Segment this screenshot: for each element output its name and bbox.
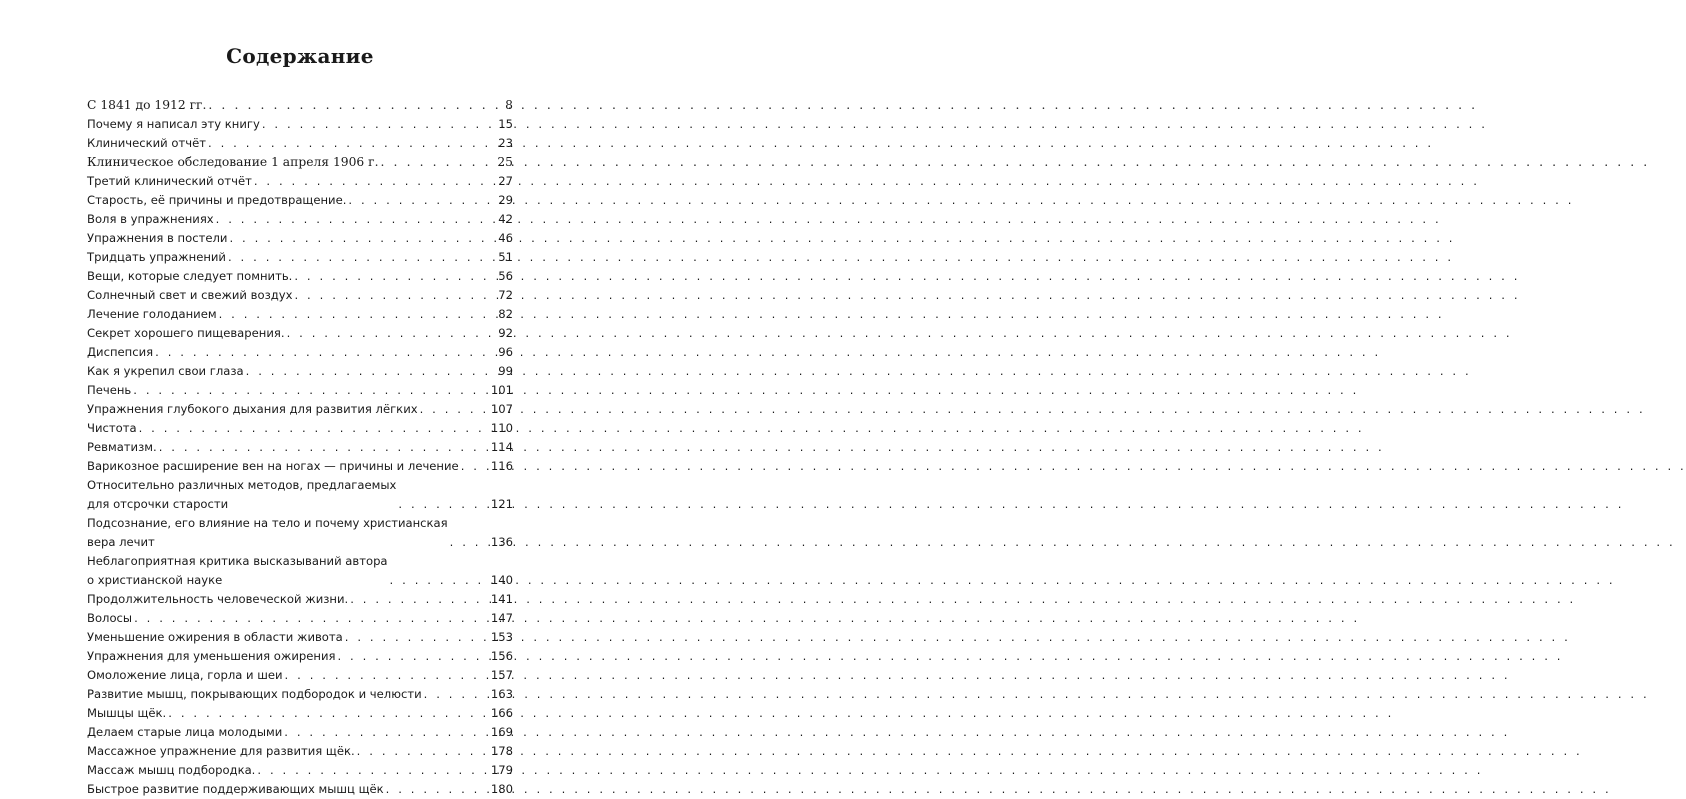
dot-leader	[450, 533, 488, 552]
dot-leader	[246, 362, 496, 381]
toc-entry	[87, 248, 513, 267]
toc-entry	[87, 628, 513, 647]
dot-leader	[159, 438, 488, 457]
toc-entry-page-number: 107	[490, 402, 513, 416]
toc-entry-page-number: 166	[490, 706, 513, 720]
dot-leader	[134, 609, 488, 628]
toc-entry	[87, 780, 513, 799]
dot-leader	[345, 628, 488, 647]
toc-entry	[87, 666, 513, 685]
toc-entry-page-number: 121	[490, 497, 513, 511]
toc-entry-title: Старость, её причины и предотвращение.	[87, 193, 347, 207]
dot-leader	[228, 248, 495, 267]
toc-entry-page-number: 25	[497, 155, 513, 169]
toc-entry-page-number: 56	[498, 269, 513, 283]
dot-leader	[254, 172, 495, 191]
toc-entry-page-number: 96	[498, 345, 513, 359]
dot-leader	[216, 210, 496, 229]
toc-entry-title-line: Неблагоприятная критика высказываний автора	[87, 554, 388, 568]
toc-entry	[87, 438, 513, 457]
toc-entry-title: Упражнения для уменьшения ожирения	[87, 649, 336, 663]
toc-entry	[87, 761, 513, 780]
dot-leader	[229, 229, 495, 248]
toc-entry-page-number: 153	[490, 630, 513, 644]
toc-entry	[87, 210, 513, 229]
dot-leader	[208, 96, 502, 115]
toc-entry	[87, 609, 513, 628]
toc-entry-title: Печень	[87, 383, 132, 397]
dot-leader	[424, 685, 488, 704]
toc-entry-page-number: 72	[498, 288, 513, 302]
dot-leader	[357, 742, 488, 761]
toc-entry-title	[87, 514, 448, 552]
toc-entry-page-number: 169	[490, 725, 513, 739]
page-title: Содержание	[226, 44, 374, 68]
toc-entry-page-number: 136	[490, 535, 513, 549]
toc-entry-page-number: 140	[490, 573, 513, 587]
toc-entry	[87, 343, 513, 362]
toc-entry-title-line: Подсознание, его влияние на тело и почему христианская	[87, 516, 448, 530]
dot-leader	[294, 286, 495, 305]
toc-entry-title: Тридцать упражнений	[87, 250, 226, 264]
dot-leader	[208, 134, 495, 153]
dot-leader	[390, 571, 488, 590]
toc-entry-title	[87, 476, 396, 514]
toc-entry	[87, 267, 513, 286]
toc-entry-title	[87, 552, 388, 590]
toc-entry-page-number: 147	[490, 611, 513, 625]
toc-entry-page-number: 27	[498, 174, 513, 188]
toc-entry-page-number: 99	[498, 364, 513, 378]
dot-leader	[381, 153, 495, 172]
toc-entry	[87, 286, 513, 305]
toc-entry	[87, 229, 513, 248]
toc-entry-title: Уменьшение ожирения в области живота	[87, 630, 343, 644]
toc-entry	[87, 704, 513, 723]
dot-leader	[420, 400, 488, 419]
toc-entry-page-number: 82	[498, 307, 513, 321]
toc-entry-page-number: 29	[498, 193, 513, 207]
dot-leader	[285, 666, 488, 685]
dot-leader	[386, 780, 488, 799]
dot-leader	[155, 343, 495, 362]
toc-entry-page-number: 141	[490, 592, 513, 606]
toc-entry-page-number: 101	[490, 383, 513, 397]
toc-entry	[87, 172, 513, 191]
toc-entry-title: Солнечный свет и свежий воздух	[87, 288, 293, 302]
dot-leader	[133, 381, 488, 400]
toc-entry	[87, 381, 513, 400]
dot-leader	[257, 761, 487, 780]
dot-leader	[350, 590, 488, 609]
toc-entry-title: Развитие мышц, покрывающих подбородок и челюсти	[87, 687, 422, 701]
toc-entry-title: Почему я написал эту книгу	[87, 117, 260, 131]
dot-leader	[262, 115, 495, 134]
toc-entry-page-number: 116	[490, 459, 513, 473]
dot-leader	[461, 457, 488, 476]
toc-entry-page-number: 163	[490, 687, 513, 701]
toc-entry	[87, 115, 513, 134]
toc-entry-title: Упражнения глубокого дыхания для развития лёгких	[87, 402, 418, 416]
toc-entry-title: Упражнения в постели	[87, 231, 228, 245]
toc-entry	[87, 153, 513, 172]
toc-entry	[87, 419, 513, 438]
dot-leader	[348, 191, 495, 210]
toc-entry-page-number: 157	[490, 668, 513, 682]
dot-leader	[168, 704, 488, 723]
toc-entry-page-number: 8	[505, 98, 513, 112]
toc-entry	[87, 362, 513, 381]
toc-entry-title-line: Относительно различных методов, предлагаемых	[87, 478, 397, 492]
toc-entry-title: Волосы	[87, 611, 133, 625]
dot-leader	[219, 305, 496, 324]
toc-entry-page-number: 42	[498, 212, 513, 226]
toc-entry	[87, 590, 513, 609]
toc-entry-title: Клинический отчёт	[87, 136, 206, 150]
toc-entry-page-number: 156	[490, 649, 513, 663]
dot-leader	[284, 723, 488, 742]
toc-entry-title: Диспепсия	[87, 345, 154, 359]
toc-entry-page-number: 15	[498, 117, 513, 131]
toc-entry	[87, 742, 513, 761]
toc-entry	[87, 305, 513, 324]
toc-entry	[87, 96, 513, 115]
toc-entry-page-number: 23	[498, 136, 513, 150]
toc-entry-title: Массажное упражнение для развития щёк.	[87, 744, 355, 758]
toc-entry-title: Делаем старые лица молодыми	[87, 725, 283, 739]
toc-entry-page-number: 179	[490, 763, 513, 777]
dot-leader	[294, 267, 495, 286]
toc-entry	[87, 400, 513, 419]
toc-entry-page-number: 114	[490, 440, 513, 454]
toc-entry	[87, 514, 513, 552]
dot-leader	[398, 495, 487, 514]
toc-entry-title: Чистота	[87, 421, 137, 435]
table-of-contents	[87, 96, 513, 799]
toc-entry-title-line: для отсрочки старости	[87, 497, 229, 511]
toc-entry-title: Вещи, которые следует помнить.	[87, 269, 293, 283]
toc-entry	[87, 324, 513, 343]
toc-entry-page-number: 92	[498, 326, 513, 340]
toc-entry-title-line: о христианской науке	[87, 573, 223, 587]
toc-entry-title: Клиническое обследование 1 апреля 1906 г.	[87, 155, 379, 169]
toc-entry	[87, 476, 513, 514]
toc-entry-title: Продолжительность человеческой жизни.	[87, 592, 349, 606]
toc-entry-title: Быстрое развитие поддерживающих мышц щёк	[87, 782, 384, 796]
toc-entry-title: Как я укрепил свои глаза	[87, 364, 244, 378]
toc-entry-page-number: 180	[490, 782, 513, 796]
toc-entry-page-number: 46	[498, 231, 513, 245]
dot-leader	[287, 324, 496, 343]
dot-leader	[139, 419, 488, 438]
toc-entry-title: Секрет хорошего пищеварения.	[87, 326, 285, 340]
toc-entry	[87, 134, 513, 153]
toc-entry-title: Мышцы щёк.	[87, 706, 167, 720]
toc-entry	[87, 723, 513, 742]
toc-entry-title-line: вера лечит	[87, 535, 155, 549]
toc-entry-title: С 1841 до 1912 гг.	[87, 98, 207, 112]
toc-entry-page-number: 51	[498, 250, 513, 264]
toc-entry	[87, 552, 513, 590]
toc-entry-title: Массаж мышц подбородка.	[87, 763, 256, 777]
toc-entry-title: Воля в упражнениях	[87, 212, 214, 226]
toc-entry-title: Третий клинический отчёт	[87, 174, 252, 188]
toc-entry	[87, 191, 513, 210]
toc-entry	[87, 647, 513, 666]
toc-entry-title: Лечение голоданием	[87, 307, 217, 321]
toc-entry	[87, 457, 513, 476]
toc-entry-page-number: 178	[490, 744, 513, 758]
toc-entry-page-number: 110	[490, 421, 513, 435]
toc-entry-title: Омоложение лица, горла и шеи	[87, 668, 283, 682]
toc-entry-title: Ревматизм.	[87, 440, 157, 454]
dot-leader	[337, 647, 487, 666]
toc-entry-title: Варикозное расширение вен на ногах — причины и лечение	[87, 459, 459, 473]
toc-entry	[87, 685, 513, 704]
